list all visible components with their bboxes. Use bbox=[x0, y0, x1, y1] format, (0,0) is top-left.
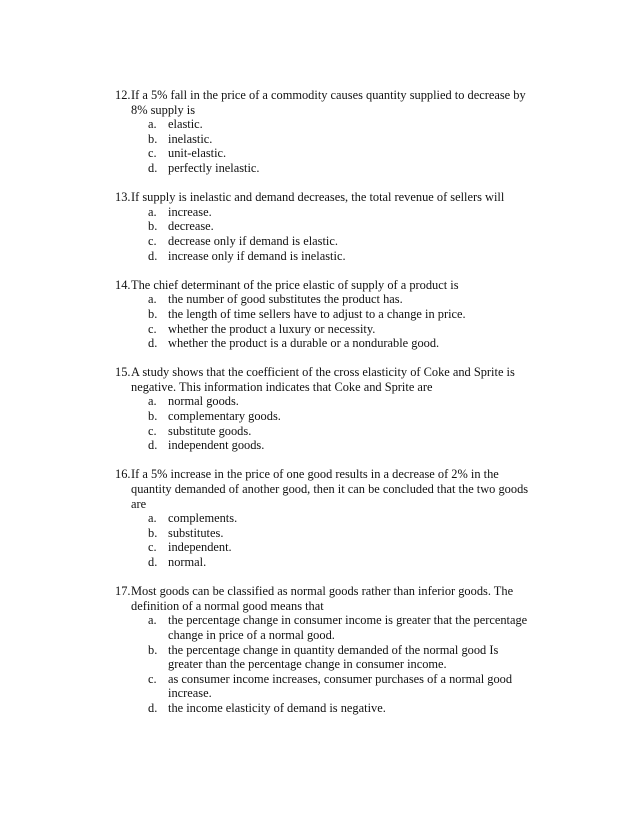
question-17 bbox=[115, 584, 535, 715]
question-number: 12. bbox=[115, 88, 131, 102]
option-letter: a. bbox=[148, 613, 157, 628]
option-c bbox=[115, 234, 535, 249]
option-list bbox=[115, 205, 535, 263]
option-text: increase. bbox=[168, 204, 212, 219]
option-text: complementary goods. bbox=[168, 409, 281, 424]
option-list bbox=[115, 613, 535, 715]
option-letter: d. bbox=[148, 336, 158, 351]
question-text: If supply is inelastic and demand decreases, the total revenue of sellers will bbox=[131, 190, 505, 205]
option-c bbox=[115, 540, 535, 555]
option-b bbox=[115, 132, 535, 147]
option-text: the percentage change in consumer income is greater that the percentage change in price of a normal good. bbox=[168, 613, 528, 642]
option-d bbox=[115, 161, 535, 176]
question-stem bbox=[115, 365, 535, 394]
option-letter: a. bbox=[148, 204, 157, 219]
option-b bbox=[115, 219, 535, 234]
option-text: substitutes. bbox=[168, 525, 224, 540]
question-number: 16. bbox=[115, 467, 131, 482]
question-text: Most goods can be classified as normal goods rather than inferior goods. The definition of a normal good means that bbox=[131, 584, 514, 613]
option-list bbox=[115, 292, 535, 350]
question-text: If a 5% increase in the price of one good results in a decrease of 2% in the quantity demanded of another good, then it can be concluded that the two goods are bbox=[131, 467, 529, 511]
option-letter: c. bbox=[148, 671, 157, 686]
question-text: The chief determinant of the price elastic of supply of a product is bbox=[131, 277, 459, 292]
option-letter: c. bbox=[148, 423, 157, 438]
question-14 bbox=[115, 278, 535, 351]
option-text: unit-elastic. bbox=[168, 146, 227, 161]
question-16 bbox=[115, 467, 535, 569]
option-text: as consumer income increases, consumer purchases of a normal good increase. bbox=[168, 671, 513, 701]
option-letter: b. bbox=[148, 409, 158, 424]
option-d bbox=[115, 555, 535, 570]
option-c bbox=[115, 424, 535, 439]
question-text: If a 5% fall in the price of a commodity causes quantity supplied to decrease by 8% supply is bbox=[131, 88, 526, 117]
option-text: normal goods. bbox=[168, 394, 239, 409]
option-letter: a. bbox=[148, 292, 157, 307]
question-stem bbox=[115, 190, 535, 205]
option-letter: d. bbox=[148, 248, 158, 263]
option-text: independent goods. bbox=[168, 438, 265, 453]
option-letter: d. bbox=[148, 438, 158, 453]
option-letter: a. bbox=[148, 394, 157, 409]
option-c bbox=[115, 146, 535, 161]
option-b bbox=[115, 643, 535, 672]
question-number: 13. bbox=[115, 190, 131, 205]
option-letter: c. bbox=[148, 540, 157, 555]
option-a bbox=[115, 292, 535, 307]
option-list bbox=[115, 394, 535, 452]
option-letter: a. bbox=[148, 117, 157, 132]
option-list bbox=[115, 117, 535, 175]
option-a bbox=[115, 613, 535, 642]
option-text: whether the product a luxury or necessity. bbox=[168, 321, 376, 336]
question-13 bbox=[115, 190, 535, 263]
option-text: whether the product is a durable or a nondurable good. bbox=[168, 336, 440, 351]
question-number: 15. bbox=[115, 365, 131, 380]
option-b bbox=[115, 409, 535, 424]
option-text: normal. bbox=[168, 555, 207, 569]
question-stem bbox=[115, 467, 535, 511]
option-letter: b. bbox=[148, 219, 158, 234]
question-list bbox=[115, 88, 535, 730]
option-text: independent. bbox=[168, 540, 232, 555]
option-b bbox=[115, 307, 535, 322]
option-a bbox=[115, 511, 535, 526]
option-text: inelastic. bbox=[168, 131, 213, 146]
option-letter: c. bbox=[148, 321, 157, 336]
option-text: decrease only if demand is elastic. bbox=[168, 233, 338, 248]
option-text: the income elasticity of demand is negative. bbox=[168, 700, 386, 715]
option-d bbox=[115, 701, 535, 716]
option-letter: b. bbox=[148, 642, 158, 657]
option-d bbox=[115, 249, 535, 264]
question-text: A study shows that the coefficient of the cross elasticity of Coke and Sprite is negative. This information indicates that Coke and Sprite are bbox=[131, 365, 515, 394]
option-text: substitute goods. bbox=[168, 423, 252, 438]
option-text: perfectly inelastic. bbox=[168, 160, 260, 175]
option-c bbox=[115, 322, 535, 337]
option-text: complements. bbox=[168, 511, 238, 526]
option-letter: d. bbox=[148, 160, 158, 175]
option-letter: b. bbox=[148, 131, 158, 146]
option-d bbox=[115, 336, 535, 351]
option-a bbox=[115, 394, 535, 409]
option-d bbox=[115, 438, 535, 453]
option-text: the percentage change in quantity demanded of the normal good Is greater than the percentage change in consumer income. bbox=[168, 642, 499, 672]
option-letter: c. bbox=[148, 146, 157, 161]
option-text: the length of time sellers have to adjust to a change in price. bbox=[168, 306, 466, 321]
question-stem bbox=[115, 584, 535, 613]
question-stem bbox=[115, 88, 535, 117]
option-letter: d. bbox=[148, 700, 158, 715]
option-b bbox=[115, 526, 535, 541]
option-letter: a. bbox=[148, 511, 157, 526]
option-a bbox=[115, 205, 535, 220]
option-letter: c. bbox=[148, 233, 157, 248]
question-number: 17. bbox=[115, 584, 131, 599]
option-letter: b. bbox=[148, 525, 158, 540]
question-12 bbox=[115, 88, 535, 176]
option-text: elastic. bbox=[168, 117, 203, 132]
option-c bbox=[115, 672, 535, 701]
option-a bbox=[115, 117, 535, 132]
option-text: the number of good substitutes the product has. bbox=[168, 292, 403, 307]
question-15 bbox=[115, 365, 535, 453]
option-text: decrease. bbox=[168, 219, 214, 234]
option-letter: d. bbox=[148, 555, 158, 569]
option-list bbox=[115, 511, 535, 569]
question-stem bbox=[115, 278, 535, 293]
option-text: increase only if demand is inelastic. bbox=[168, 248, 346, 263]
question-number: 14. bbox=[115, 277, 131, 292]
option-letter: b. bbox=[148, 306, 158, 321]
